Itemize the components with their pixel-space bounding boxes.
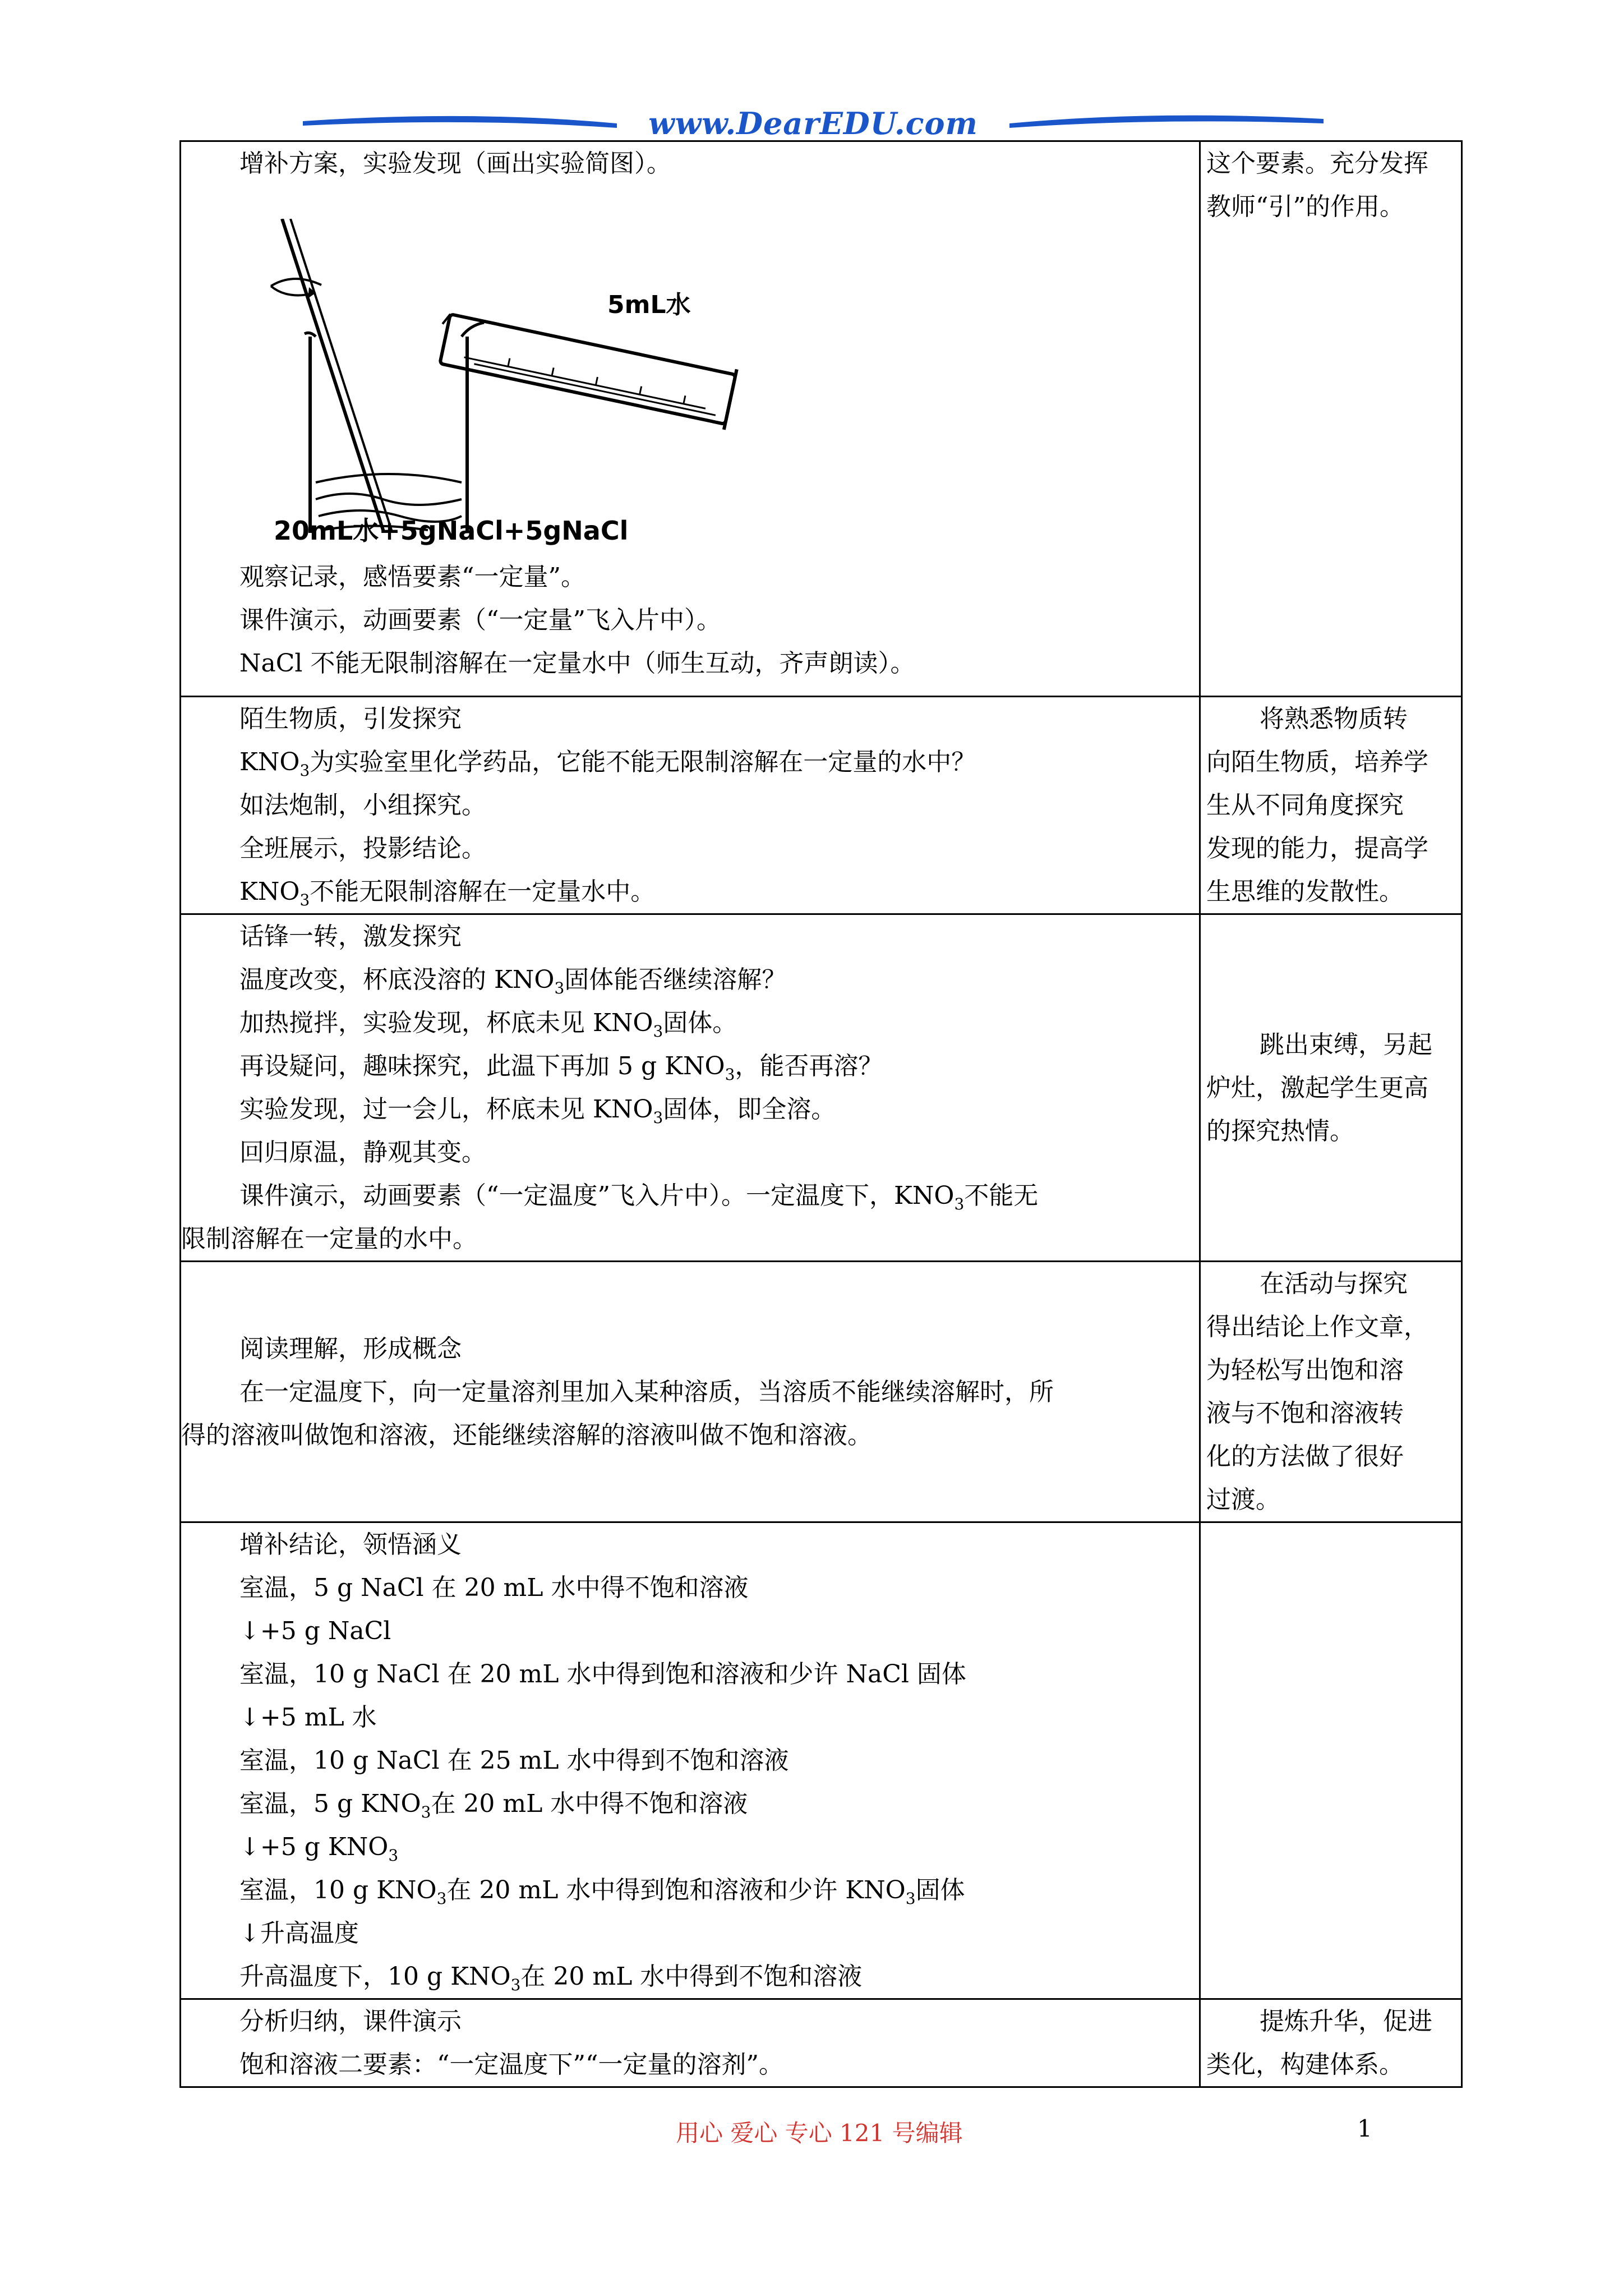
table-cell-note-empty	[1200, 1522, 1462, 1999]
table-cell-note	[1200, 1262, 1462, 1522]
row3-line: 回归原温，静观其变。	[239, 1138, 486, 1167]
row1-line: 观察记录，感悟要素“一定量”。	[239, 563, 585, 591]
note-line: 提炼升华，促进	[1260, 2007, 1432, 2036]
row4-line: 得的溶液叫做饱和溶液，还能继续溶解的溶液叫做不饱和溶液。	[181, 1420, 872, 1450]
row5-heading: 增补结论，领悟涵义	[239, 1530, 462, 1559]
logo-text: www.DearEDU.com	[648, 105, 978, 141]
note-line: 得出结论上作文章，	[1206, 1313, 1428, 1341]
note-line: 液与不饱和溶液转	[1206, 1399, 1404, 1428]
table-cell-note	[1200, 914, 1462, 1262]
row5-line: 室温，10 g $KNO_3$在 20 mL 水中得到饱和溶液和少许 $KNO_3$固体	[239, 1876, 965, 1908]
table-cell-main	[181, 141, 1200, 697]
row5-line: ↓+5 g NaCl	[239, 1617, 391, 1645]
note-line: 教师“引”的作用。	[1206, 192, 1404, 221]
row5-line: 升高温度下，10 g $KNO_3$在 20 mL 水中得到不饱和溶液	[239, 1962, 863, 1994]
note-line: 类化，构建体系。	[1206, 2050, 1404, 2079]
row3-line: 温度改变，杯底没溶的 $KNO_3$固体能否继续溶解？	[239, 965, 787, 997]
footer-text: 用心 爱心 专心 121 号编辑	[676, 2119, 963, 2147]
table-cell-note	[1200, 697, 1462, 914]
row6-heading: 分析归纳，课件演示	[239, 2007, 462, 2036]
row3-line: 限制溶解在一定量的水中。	[181, 1225, 477, 1253]
header-logo	[303, 105, 1324, 145]
beaker-and-cylinder-diagram	[260, 219, 820, 533]
row1-line: 课件演示，动画要素（“一定量”飞入片中）。	[239, 606, 721, 634]
row2-heading: 陌生物质，引发探究	[239, 705, 462, 733]
row1-intro: 增补方案，实验发现（画出实验简图）。	[239, 149, 671, 178]
table-cell-main	[181, 1999, 1200, 2087]
table-row	[181, 914, 1462, 1262]
note-line: 在活动与探究	[1260, 1269, 1408, 1298]
note-line: 化的方法做了很好	[1206, 1442, 1404, 1471]
row2-line: 如法炮制，小组探究。	[239, 791, 486, 820]
note-line: 将熟悉物质转	[1260, 705, 1408, 733]
row2-line: $KNO_3$为实验室里化学药品，它能不能无限制溶解在一定量的水中？	[239, 748, 976, 780]
row5-line: 室温，10 g NaCl 在 25 mL 水中得到不饱和溶液	[239, 1746, 789, 1775]
table-cell-note	[1200, 1999, 1462, 2087]
row2-line: 全班展示，投影结论。	[239, 834, 486, 863]
table-cell-main	[181, 1262, 1200, 1522]
table-row	[181, 1522, 1462, 1999]
figure-label-beaker: 20mL水+5gNaCl+5gNaCl	[274, 516, 629, 546]
table-row	[181, 1262, 1462, 1522]
page-number: 1	[1357, 2115, 1372, 2142]
row5-line: ↓+5 mL 水	[239, 1703, 377, 1732]
table-row	[181, 697, 1462, 914]
row5-line: ↓升高温度	[239, 1919, 359, 1948]
row1-line: NaCl 不能无限制溶解在一定量水中（师生互动，齐声朗读）。	[239, 649, 915, 678]
table-cell-main	[181, 1522, 1200, 1999]
row3-heading: 话锋一转，激发探究	[239, 922, 462, 951]
row3-line: 加热搅拌，实验发现，杯底未见 $KNO_3$固体。	[239, 1009, 737, 1041]
experiment-figure	[181, 185, 1199, 555]
table-cell-main	[181, 697, 1200, 914]
row5-line: 室温，5 g NaCl 在 20 mL 水中得不饱和溶液	[239, 1573, 749, 1602]
row5-line: ↓+5 g $KNO_3$	[239, 1833, 399, 1865]
note-line: 发现的能力，提高学	[1206, 834, 1428, 863]
row5-line: 室温，10 g NaCl 在 20 mL 水中得到饱和溶液和少许 NaCl 固体	[239, 1660, 966, 1688]
row5-line: 室温，5 g $KNO_3$在 20 mL 水中得不饱和溶液	[239, 1789, 748, 1821]
table-cell-main	[181, 914, 1200, 1262]
row3-line: 实验发现，过一会儿，杯底未见 $KNO_3$固体，即全溶。	[239, 1095, 836, 1127]
table-row	[181, 141, 1462, 697]
figure-label-cylinder: 5mL水	[607, 291, 691, 319]
note-line: 为轻松写出饱和溶	[1206, 1356, 1404, 1384]
note-line: 的探究热情。	[1206, 1116, 1354, 1145]
table-cell-note	[1200, 141, 1462, 697]
row4-heading: 阅读理解，形成概念	[239, 1334, 462, 1363]
note-line: 炉灶，激起学生更高	[1206, 1073, 1428, 1102]
note-line: 跳出束缚，另起	[1260, 1030, 1432, 1059]
row2-line: $KNO_3$不能无限制溶解在一定量水中。	[239, 877, 656, 909]
note-line: 过渡。	[1206, 1485, 1280, 1514]
row3-line: 再设疑问，趣味探究，此温下再加 5 g $KNO_3$，能否再溶？	[239, 1052, 883, 1084]
note-line: 向陌生物质，培养学	[1206, 748, 1428, 776]
note-line: 生思维的发散性。	[1206, 877, 1404, 906]
row6-line: 饱和溶液二要素：“一定温度下”“一定量的溶剂”。	[239, 2050, 783, 2079]
lesson-table	[179, 140, 1463, 2088]
row3-line: 课件演示，动画要素（“一定温度”飞入片中）。一定温度下，$KNO_3$不能无	[239, 1181, 1039, 1213]
table-row	[181, 1999, 1462, 2087]
row4-line: 在一定温度下，向一定量溶剂里加入某种溶质，当溶质不能继续溶解时，所	[239, 1377, 1054, 1406]
note-line: 生从不同角度探究	[1206, 791, 1404, 820]
note-line: 这个要素。充分发挥	[1206, 149, 1428, 178]
